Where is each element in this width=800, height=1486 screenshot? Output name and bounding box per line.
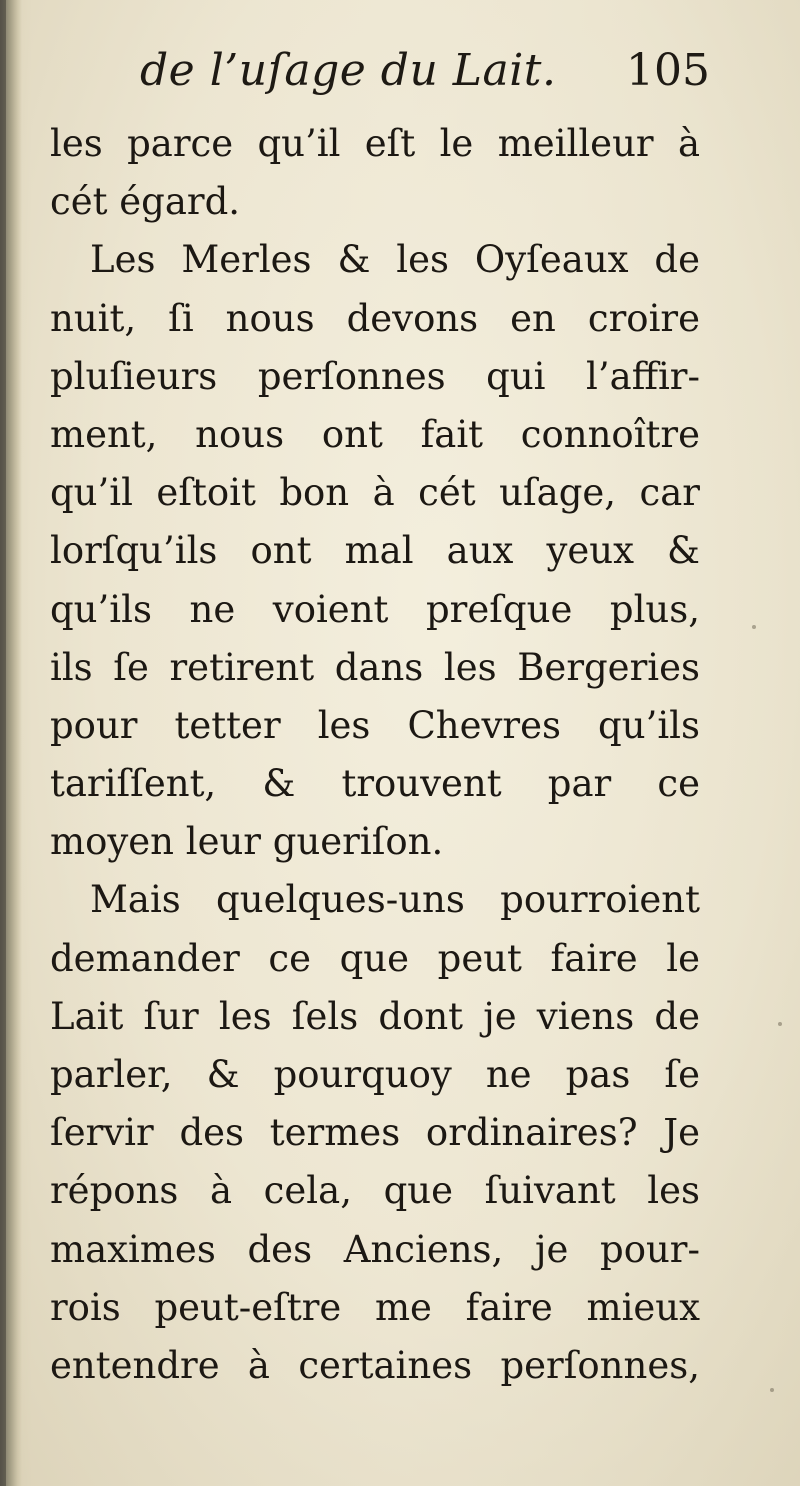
text-line: rois peut-eſtre me faire mieux [50,1285,700,1329]
text-line: pour tetter les Chevres qu’ils [50,703,700,747]
text-line: maximes des Anciens, je pour- [50,1227,700,1271]
paper-speck [752,625,756,629]
paper-speck [778,1022,782,1026]
text-line: tariſſent, & trouvent par ce [50,762,700,806]
body-text [50,115,700,1395]
text-line: lorſqu’ils ont mal aux yeux & [50,529,700,573]
text-line: entendre à certaines perſonnes, [50,1343,700,1387]
text-line: Mais quelques-uns pourroient [90,878,700,922]
text-line: Lait ſur les ſels dont je viens de [50,994,700,1038]
text-line: pluſieurs perſonnes qui l’affir- [50,354,700,398]
text-line: moyen leur gueriſon. [50,820,444,864]
page-number: 105 [626,45,710,96]
text-line: qu’il eſtoit bon à cét uſage, car [50,471,700,515]
text-line: nuit, ſi nous devons en croire [50,296,700,340]
text-line: ils ſe retirent dans les Bergeries [50,645,700,689]
text-line: cét égard. [50,180,241,224]
text-line: les parce qu’il eſt le meilleur à [50,122,700,165]
running-head: de l’uſage du Lait. [140,45,557,96]
text-line: répons à cela, que ſuivant les [50,1169,700,1213]
text-line: demander ce que peut faire le [50,936,700,980]
binding-edge [0,0,6,1486]
text-line: ment, nous ont fait connoître [50,412,700,456]
paper-speck [770,1388,774,1392]
text-line: ſervir des termes ordinaires? Je [50,1111,700,1155]
text-line: Les Merles & les Oyſeaux de [90,238,700,282]
text-line: parler, & pourquoy ne pas ſe [50,1053,700,1096]
page-header [140,45,710,115]
text-line: qu’ils ne voient preſque plus, [50,587,700,631]
